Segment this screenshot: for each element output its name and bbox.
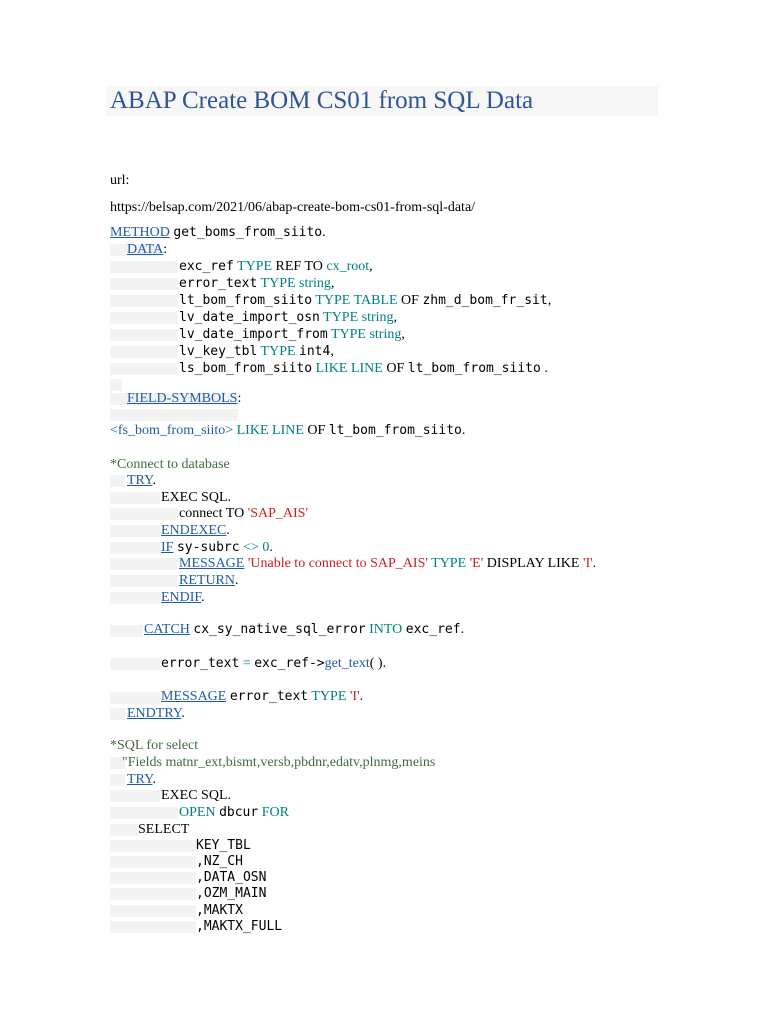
code-line [161, 787, 231, 804]
keyword-message[interactable]: MESSAGE [161, 689, 227, 704]
code-line [196, 885, 266, 902]
keyword-of: OF [401, 293, 419, 308]
keyword-catch[interactable]: CATCH [144, 622, 190, 637]
line-shade [110, 261, 178, 273]
code-line: exc_ref TYPE REF TO cx_root, [179, 259, 373, 274]
keyword-of: OF [307, 423, 326, 438]
code-line [161, 489, 231, 506]
keyword-type: TYPE [311, 689, 347, 704]
line-shade [110, 790, 160, 802]
line-shade [110, 840, 196, 852]
var-lv-date-osn: lv_date_import_osn [179, 310, 320, 325]
var-error-text: error_text [179, 276, 258, 291]
keyword-ref-to: REF TO [275, 259, 323, 274]
line-shade [110, 409, 238, 421]
type-string: string [361, 310, 394, 325]
var-error-text: error_text [229, 689, 309, 704]
type-zhm: zhm_d_bom_fr_sit [422, 293, 548, 308]
line-shade [110, 625, 143, 637]
class-cx-root: cx_root [326, 259, 370, 274]
code-line [138, 821, 189, 838]
type-string: string [369, 327, 402, 342]
line-shade [110, 525, 160, 537]
var-lt-bom: lt_bom_from_siito [328, 423, 462, 438]
comment-sql: *SQL for select [110, 738, 199, 753]
code-line: lt_bom_from_siito TYPE TABLE OF zhm_d_bom_fr_sit, [179, 293, 552, 308]
var-exc-ref: exc_ref [179, 259, 234, 274]
keyword-exec-sql: EXEC SQL. [161, 490, 231, 505]
line-shade [110, 658, 160, 670]
code-line: CATCH cx_sy_native_sql_error INTO exc_ref. [144, 622, 465, 637]
code-line: RETURN. [179, 573, 239, 588]
keyword-into: INTO [369, 622, 403, 637]
code-line [196, 837, 251, 854]
var-dbcur: dbcur [219, 805, 259, 820]
line-shade [110, 824, 138, 836]
line-shade [110, 807, 178, 819]
code-line: ENDIF. [161, 590, 205, 605]
line-shade [110, 295, 178, 307]
code-line: <fs_bom_from_siito> LIKE LINE OF lt_bom_from_siito. [110, 423, 466, 438]
type-string: string [299, 276, 331, 291]
code-line: TRY. [127, 473, 156, 488]
keyword-method[interactable]: METHOD [110, 225, 170, 240]
code-line: ENDEXEC. [161, 523, 230, 538]
line-shade [110, 592, 160, 604]
keyword-data[interactable]: DATA [127, 242, 164, 257]
field-nz-ch: ,NZ_CH [196, 854, 243, 869]
keyword-for: FOR [261, 805, 289, 820]
code-line: MESSAGE 'Unable to connect to SAP_AIS' TYPE 'E' DISPLAY LIKE 'I'. [179, 556, 597, 571]
keyword-type: TYPE [315, 293, 351, 308]
keyword-field-symbols[interactable]: FIELD-SYMBOLS [127, 391, 238, 406]
line-shade [110, 278, 178, 290]
keyword-try[interactable]: TRY [127, 772, 153, 787]
var-error-text: error_text [161, 656, 240, 671]
method-name: get_boms_from_siito [173, 225, 323, 240]
code-line: IF sy-subrc <> 0. [161, 540, 273, 555]
code-line [196, 918, 282, 935]
line-shade [110, 575, 178, 587]
code-line [110, 456, 230, 473]
code-line: lv_date_import_from TYPE string, [179, 327, 405, 342]
code-line: error_text TYPE string, [179, 276, 335, 291]
line-shade [110, 888, 196, 900]
var-lv-date-from: lv_date_import_from [179, 327, 328, 342]
var-lt-bom: lt_bom_from_siito [407, 361, 541, 376]
keyword-type: TYPE [260, 344, 296, 359]
field-key-tbl: KEY_TBL [196, 838, 251, 853]
field-maktx-full: ,MAKTX_FULL [196, 919, 283, 934]
keyword-exec-sql: EXEC SQL. [161, 788, 231, 803]
keyword-endexec[interactable]: ENDEXEC [161, 523, 227, 538]
line-shade [110, 312, 178, 324]
code-line: lv_date_import_osn TYPE string, [179, 310, 398, 325]
string-i: 'I' [582, 556, 593, 571]
url-label: url: [110, 173, 130, 188]
method-get-text: get_text [324, 656, 370, 671]
code-line: ENDTRY. [127, 706, 185, 721]
line-shade [110, 542, 160, 554]
string-i: 'I' [349, 689, 360, 704]
keyword-open: OPEN [179, 805, 216, 820]
keyword-type: TYPE [323, 310, 359, 325]
code-line [161, 655, 386, 672]
code-line: MESSAGE error_text TYPE 'I'. [161, 689, 364, 704]
keyword-table: TABLE [353, 293, 398, 308]
keyword-type: TYPE [330, 327, 366, 342]
string-unable-connect: 'Unable to connect to SAP_AIS' [247, 556, 428, 571]
keyword-endif[interactable]: ENDIF [161, 590, 202, 605]
page-title: ABAP Create BOM CS01 from SQL Data [110, 87, 534, 114]
operator-eq: = [242, 656, 251, 671]
number-zero: 0 [262, 540, 270, 555]
code-line: TRY. [127, 772, 156, 787]
code-line [196, 869, 266, 886]
keyword-return[interactable]: RETURN [179, 573, 235, 588]
operator-neq: <> [243, 540, 259, 555]
code-line: ls_bom_from_siito LIKE LINE OF lt_bom_from_siito . [179, 361, 548, 376]
keyword-type: TYPE [431, 556, 467, 571]
line-shade [110, 905, 196, 917]
var-sy-subrc: sy-subrc [176, 540, 240, 555]
parentheses: ( ). [369, 656, 387, 671]
code-line [110, 737, 198, 754]
code-line [122, 754, 435, 771]
field-symbol-fs-bom: <fs_bom_from_siito> [110, 423, 234, 438]
line-shade [110, 774, 125, 786]
line-shade [110, 329, 178, 341]
keyword-endtry[interactable]: ENDTRY [127, 706, 182, 721]
code-line: METHOD get_boms_from_siito. [110, 225, 326, 240]
keyword-select: SELECT [138, 822, 190, 837]
keyword-try[interactable]: TRY [127, 473, 153, 488]
type-int4: int4 [299, 344, 331, 359]
code-line: lv_key_tbl TYPE int4, [179, 344, 334, 359]
code-line: DATA: [127, 242, 168, 257]
line-shade [110, 475, 125, 487]
url-link[interactable]: https://belsap.com/2021/06/abap-create-bom-cs01-from-sql-data/ [110, 200, 476, 215]
line-shade [110, 363, 178, 375]
code-line: FIELD-SYMBOLS: [127, 391, 242, 406]
code-line [179, 804, 289, 821]
comment-connect: *Connect to database [110, 457, 230, 472]
line-shade [110, 508, 178, 520]
var-exc-ref-arrow: exc_ref-> [254, 656, 325, 671]
code-line [196, 902, 243, 919]
keyword-line: LINE [272, 423, 304, 438]
line-shade [110, 379, 122, 391]
comment-fields: "Fields matnr_ext,bismt,versb,pbdnr,edatv,plnmg,meins [122, 755, 436, 770]
keyword-message[interactable]: MESSAGE [179, 556, 245, 571]
string-sap-ais: 'SAP_AIS' [247, 506, 308, 521]
var-lv-key-tbl: lv_key_tbl [179, 344, 258, 359]
line-shade [110, 558, 178, 570]
var-ls-bom: ls_bom_from_siito [179, 361, 313, 376]
keyword-display-like: DISPLAY LIKE [486, 556, 580, 571]
string-e: 'E' [469, 556, 484, 571]
keyword-connect-to: connect TO [179, 506, 245, 521]
line-shade [110, 692, 160, 704]
field-ozm-main: ,OZM_MAIN [196, 886, 267, 901]
var-lt-bom: lt_bom_from_siito [179, 293, 313, 308]
keyword-type: TYPE [260, 276, 296, 291]
line-shade [110, 346, 178, 358]
line-shade [110, 872, 196, 884]
line-shade [110, 708, 125, 720]
keyword-if[interactable]: IF [161, 540, 174, 555]
line-shade [110, 921, 196, 933]
keyword-like: LIKE [236, 423, 269, 438]
code-line [196, 853, 243, 870]
field-maktx: ,MAKTX [196, 903, 243, 918]
line-shade [110, 856, 196, 868]
keyword-like: LIKE [315, 361, 348, 376]
keyword-of: OF [386, 361, 405, 376]
code-line [179, 505, 308, 522]
keyword-line: LINE [350, 361, 383, 376]
field-data-osn: ,DATA_OSN [196, 870, 267, 885]
line-shade [110, 492, 160, 504]
class-cx-native-sql: cx_sy_native_sql_error [193, 622, 366, 637]
keyword-type: TYPE [237, 259, 273, 274]
var-exc-ref: exc_ref [405, 622, 461, 637]
